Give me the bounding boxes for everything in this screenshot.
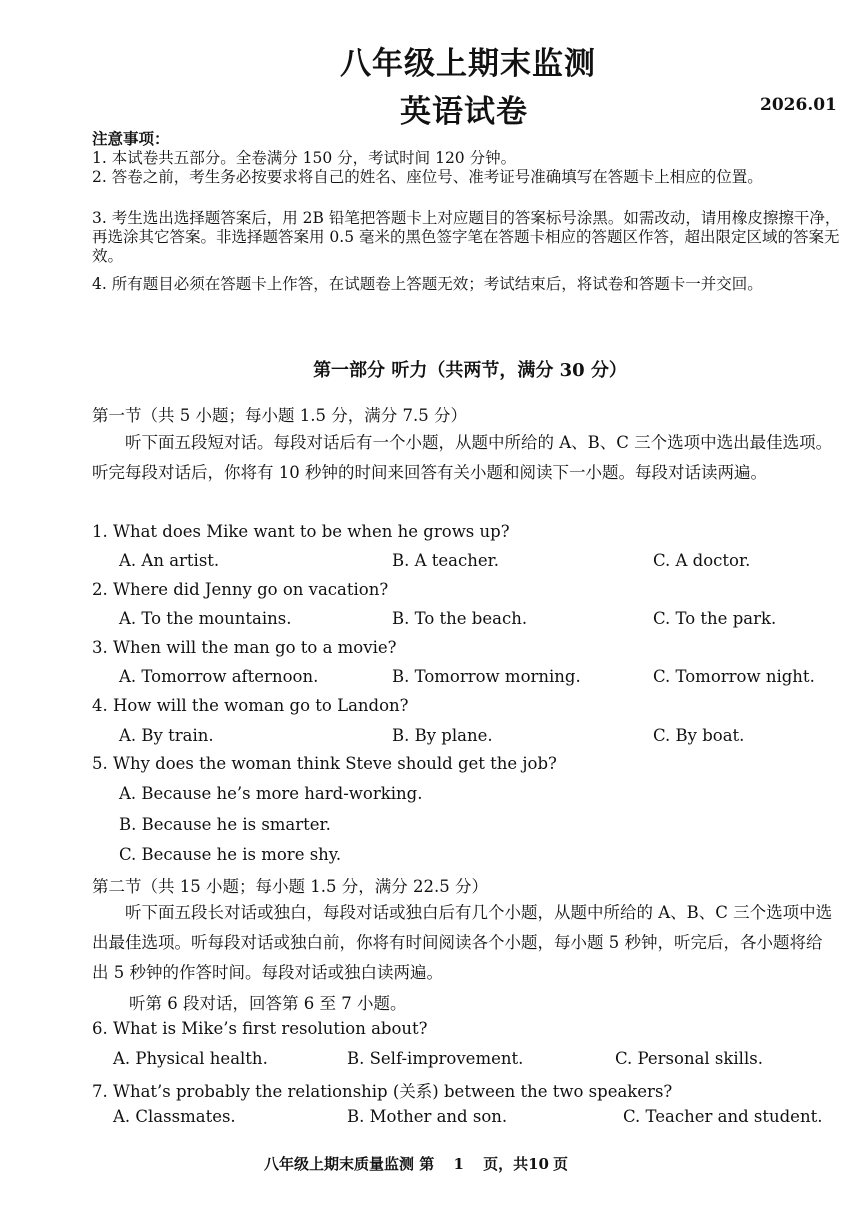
option-a: A. Tomorrow afternoon. bbox=[119, 667, 319, 686]
option-c: C. A doctor. bbox=[653, 551, 751, 570]
option-a: A. An artist. bbox=[119, 551, 220, 570]
option-b: B. Mother and son. bbox=[347, 1107, 508, 1126]
question-stem: 5. Why does the woman think Steve should get the job? bbox=[92, 754, 557, 773]
option-a: A. To the mountains. bbox=[119, 609, 292, 628]
option-a: A. Classmates. bbox=[113, 1107, 236, 1126]
option-a: A. Physical health. bbox=[113, 1049, 268, 1068]
section-instructions: 听下面五段长对话或独白，每段对话或独白后有几个小题，从题中所给的 A、B、C 三个选项中选出最佳选项。听每段对话或独白前，你将有时间阅读各个小题，每小题 5 秒钟，听完后，各小题将给出 5 秒钟的作答时间。每段对话或独白读两遍。 bbox=[92, 903, 833, 982]
section-heading: 第二节（共 15 小题；每小题 1.5 分，满分 22.5 分） bbox=[92, 877, 488, 896]
option-b: B. Because he is smarter. bbox=[119, 815, 331, 834]
page-footer bbox=[0, 1153, 832, 1174]
option-c: C. Teacher and student. bbox=[623, 1107, 823, 1126]
option-c: C. Because he is more shy. bbox=[119, 845, 342, 864]
option-c: C. Tomorrow night. bbox=[653, 667, 815, 686]
exam-title: 八年级上期末监测 bbox=[340, 46, 596, 82]
note-item: 1. 本试卷共五部分。全卷满分 150 分，考试时间 120 分钟。 bbox=[92, 149, 517, 167]
question-stem: 2. Where did Jenny go on vacation? bbox=[92, 580, 389, 599]
question-stem: 3. When will the man go to a movie? bbox=[92, 638, 397, 657]
option-b: B. Tomorrow morning. bbox=[392, 667, 581, 686]
page-number: 1 bbox=[453, 1155, 464, 1173]
section-heading: 第一节（共 5 小题；每小题 1.5 分，满分 7.5 分） bbox=[92, 406, 467, 425]
question-stem: 1. What does Mike want to be when he grows up? bbox=[92, 522, 510, 541]
note-item: 4. 所有题目必须在答题卡上作答，在试题卷上答题无效；考试结束后，将试卷和答题卡一并交回。 bbox=[92, 275, 763, 293]
sub-instruction: 听第 6 段对话，回答第 6 至 7 小题。 bbox=[129, 994, 407, 1013]
total-pages: 10 bbox=[528, 1155, 549, 1173]
note-item: 3. 考生选出选择题答案后，用 2B 铅笔把答题卡上对应题目的答案标号涂黑。如需改动，请用橡皮擦擦干净，再选涂其它答案。非选择题答案用 0.5 毫米的黑色签字笔在答题卡相应的答题区作答，超出限定区域的答案无效。 bbox=[92, 209, 841, 265]
option-c: C. To the park. bbox=[653, 609, 777, 628]
exam-date: 2026.01 bbox=[760, 95, 837, 115]
footer-prefix: 八年级上期末质量监测 第 bbox=[263, 1155, 435, 1173]
footer-suffix: 页 bbox=[553, 1155, 569, 1173]
notes-title: 注意事项： bbox=[92, 129, 170, 148]
question-stem: 7. What’s probably the relationship (关系) between the two speakers? bbox=[92, 1082, 673, 1101]
option-c: C. Personal skills. bbox=[615, 1049, 763, 1068]
section-instructions: 听下面五段短对话。每段对话后有一个小题，从题中所给的 A、B、C 三个选项中选出最佳选项。听完每段对话后，你将有 10 秒钟的时间来回答有关小题和阅读下一小题。每段对话读两遍。 bbox=[92, 433, 833, 482]
note-item: 2. 答卷之前，考生务必按要求将自己的姓名、座位号、准考证号准确填写在答题卡上相应的位置。 bbox=[92, 168, 763, 186]
question-stem: 6. What is Mike’s first resolution about? bbox=[92, 1019, 428, 1038]
part-title: 第一部分 听力（共两节，满分 30 分） bbox=[313, 360, 627, 381]
option-b: B. To the beach. bbox=[392, 609, 528, 628]
option-a: A. Because he’s more hard-working. bbox=[119, 784, 423, 803]
option-a: A. By train. bbox=[119, 726, 214, 745]
footer-middle: 页，共 bbox=[483, 1155, 529, 1173]
option-c: C. By boat. bbox=[653, 726, 745, 745]
option-b: B. By plane. bbox=[392, 726, 493, 745]
option-b: B. Self-improvement. bbox=[347, 1049, 524, 1068]
option-b: B. A teacher. bbox=[392, 551, 499, 570]
question-stem: 4. How will the woman go to Landon? bbox=[92, 696, 409, 715]
exam-subject: 英语试卷 bbox=[400, 94, 528, 130]
